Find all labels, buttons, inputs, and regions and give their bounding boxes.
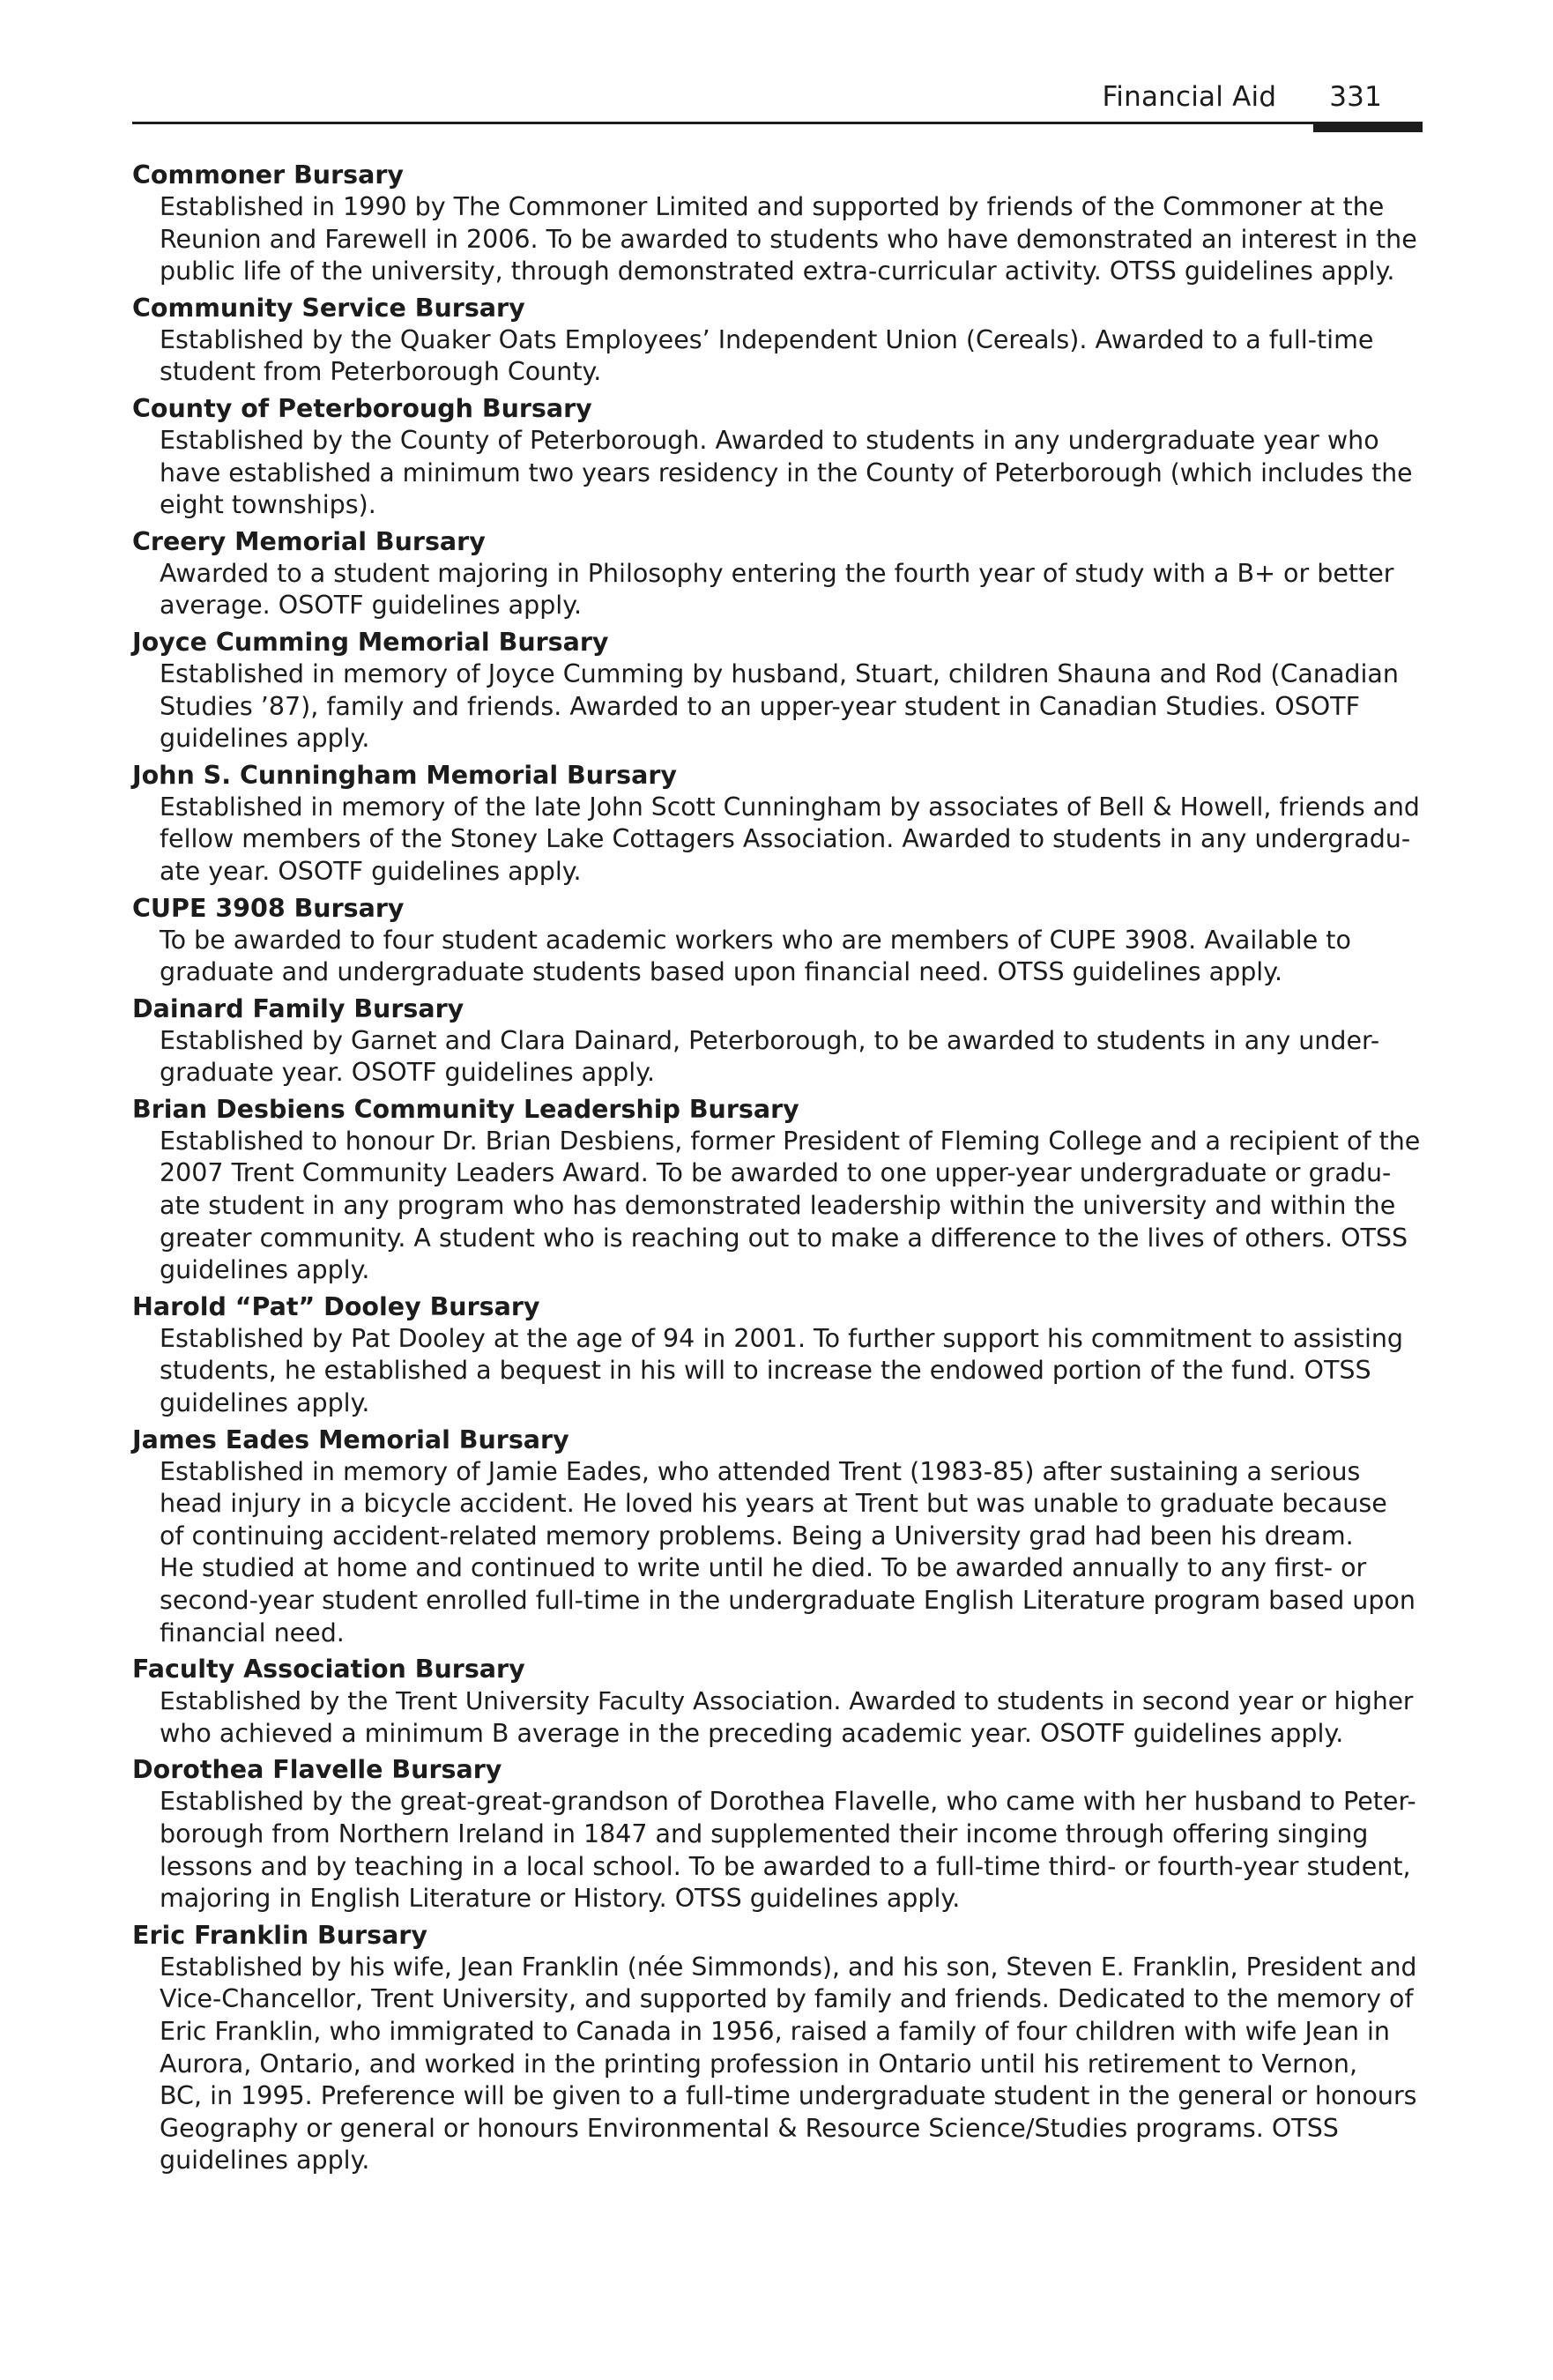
bursary-entry [132,892,1421,989]
bursary-list [132,159,1421,2181]
bursary-title: Faculty Association Bursary [132,1655,525,1685]
bursary-description [160,925,1421,989]
description-line: Established in memory of Jamie Eades, who attended Trent (1983-85) after sustaining a serious [160,1456,1361,1486]
description-line: majoring in English Literature or History. OTSS guidelines apply. [160,1884,961,1914]
bursary-title: Joyce Cumming Memorial Bursary [132,627,609,657]
bursary-title: Dainard Family Bursary [132,993,464,1023]
bursary-title: Creery Memorial Bursary [132,526,486,556]
description-line: Established in 1990 by The Commoner Limited and supported by friends of the Commoner at the [160,192,1385,221]
bursary-description [160,558,1421,622]
description-line: ate year. OSOTF guidelines apply. [160,856,582,886]
bursary-description [160,1786,1421,1915]
bursary-entry [132,1424,1421,1650]
bursary-title: Brian Desbiens Community Leadership Bursary [132,1094,799,1124]
page-header [132,76,1421,123]
bursary-title: Eric Franklin Bursary [132,1920,427,1950]
bursary-entry [132,392,1421,522]
header-tab-bar [1313,122,1423,132]
description-line: guidelines apply. [160,1388,370,1418]
description-line: Established to honour Dr. Brian Desbiens, former President of Fleming College and a recipient of the [160,1126,1421,1156]
description-line: guidelines apply. [160,724,370,754]
bursary-title: CUPE 3908 Bursary [132,893,405,923]
description-line: guidelines apply. [160,2146,370,2175]
running-head-section: Financial Aid [1102,81,1277,113]
page-number: 331 [1329,81,1382,113]
bursary-description [160,1456,1421,1650]
bursary-entry [132,1653,1421,1750]
description-line: Established in memory of Joyce Cumming by husband, Stuart, children Shauna and Rod (Canadian [160,658,1399,688]
bursary-description [160,1025,1421,1090]
bursary-entry [132,993,1421,1090]
bursary-title: Community Service Bursary [132,293,525,323]
bursary-description [160,324,1421,389]
description-line: To be awarded to four student academic workers who are members of CUPE 3908. Available to [160,925,1351,955]
bursary-description [160,425,1421,522]
header-rule [132,122,1421,124]
bursary-title: County of Peterborough Bursary [132,393,592,423]
bursary-entry [132,1093,1421,1287]
description-line: student from Peterborough County. [160,357,602,387]
description-line: Established by the Trent University Faculty Association. Awarded to students in second year or higher [160,1686,1414,1716]
description-line: Vice-Chancellor, Trent University, and supported by family and friends. Dedicated to the memory of [160,1984,1414,2014]
description-line: have established a minimum two years residency in the County of Peterborough (which includes the [160,457,1413,487]
description-line: fellow members of the Stoney Lake Cottagers Association. Awarded to students in any undergradu- [160,824,1411,854]
description-line: Aurora, Ontario, and worked in the printing profession in Ontario until his retirement to Vernon, [160,2049,1358,2079]
description-line: public life of the university, through demonstrated extra-curricular activity. OTSS guidelines apply. [160,257,1395,286]
description-line: Awarded to a student majoring in Philosophy entering the fourth year of study with a B+ or better [160,558,1394,588]
running-head [1103,81,1382,113]
description-line: financial need. [160,1618,345,1647]
description-line: second-year student enrolled full-time in the undergraduate English Literature program based upon [160,1586,1416,1615]
description-line: graduate and undergraduate students based upon financial need. OTSS guidelines apply. [160,957,1283,987]
bursary-entry [132,159,1421,288]
description-line: Established by the great-great-grandson of Dorothea Flavelle, who came with her husband to Peter- [160,1787,1416,1817]
description-line: students, he established a bequest in his will to increase the endowed portion of the fund. OTSS [160,1356,1371,1386]
bursary-title: James Eades Memorial Bursary [132,1424,569,1454]
bursary-description [160,1126,1421,1287]
bursary-description [160,191,1421,288]
bursary-description [160,1685,1421,1750]
description-line: He studied at home and continued to write until he died. To be awarded annually to any first- or [160,1553,1367,1583]
description-line: eight townships). [160,490,376,520]
description-line: 2007 Trent Community Leaders Award. To be awarded to one upper-year undergraduate or gradu- [160,1158,1392,1188]
bursary-title: Dorothea Flavelle Bursary [132,1755,502,1785]
description-line: BC, in 1995. Preference will be given to a full-time undergraduate student in the general or honours [160,2081,1417,2111]
description-line: greater community. A student who is reaching out to make a difference to the lives of others. OTSS [160,1223,1408,1253]
bursary-title: Harold “Pat” Dooley Bursary [132,1291,540,1321]
bursary-description [160,658,1421,755]
description-line: guidelines apply. [160,1255,370,1285]
bursary-description [160,1323,1421,1420]
bursary-entry [132,1919,1421,2177]
description-line: Established in memory of the late John Scott Cunningham by associates of Bell & Howell, friends and [160,792,1420,822]
bursary-entry [132,759,1421,889]
description-line: Studies ’87), family and friends. Awarded to an upper-year student in Canadian Studies. OSOTF [160,691,1360,721]
description-line: average. OSOTF guidelines apply. [160,591,583,621]
bursary-entry [132,1753,1421,1915]
description-line: Eric Franklin, who immigrated to Canada in 1956, raised a family of four children with wife Jean in [160,2016,1390,2046]
description-line: graduate year. OSOTF guidelines apply. [160,1058,656,1088]
bursary-entry [132,292,1421,389]
description-line: head injury in a bicycle accident. He loved his years at Trent but was unable to graduate because [160,1489,1387,1519]
description-line: ate student in any program who has demonstrated leadership within the university and within the [160,1191,1396,1221]
description-line: Geography or general or honours Environmental & Resource Science/Studies programs. OTSS [160,2113,1339,2143]
description-line: Established by Pat Dooley at the age of 94 in 2001. To further support his commitment to assisting [160,1323,1404,1353]
description-line: Reunion and Farewell in 2006. To be awarded to students who have demonstrated an interest in the [160,224,1417,254]
bursary-description [160,1952,1421,2177]
description-line: borough from Northern Ireland in 1847 and supplemented their income through offering singing [160,1818,1369,1848]
description-line: Established by his wife, Jean Franklin (née Simmonds), and his son, Steven E. Franklin, President and [160,1952,1417,1982]
bursary-entry [132,1290,1421,1420]
description-line: lessons and by teaching in a local school. To be awarded to a full-time third- or fourth-year student, [160,1851,1411,1881]
bursary-entry [132,525,1421,622]
description-line: Established by Garnet and Clara Dainard, Peterborough, to be awarded to students in any under- [160,1025,1380,1055]
bursary-description [160,792,1421,889]
bursary-title: John S. Cunningham Memorial Bursary [132,760,677,790]
bursary-entry [132,626,1421,755]
description-line: Established by the County of Peterborough. Awarded to students in any undergraduate year who [160,425,1379,455]
bursary-title: Commoner Bursary [132,160,404,190]
description-line: Established by the Quaker Oats Employees’ Independent Union (Cereals). Awarded to a full-time [160,324,1374,354]
description-line: who achieved a minimum B average in the preceding academic year. OSOTF guidelines apply. [160,1718,1344,1748]
description-line: of continuing accident-related memory problems. Being a University grad had been his dream. [160,1521,1354,1551]
